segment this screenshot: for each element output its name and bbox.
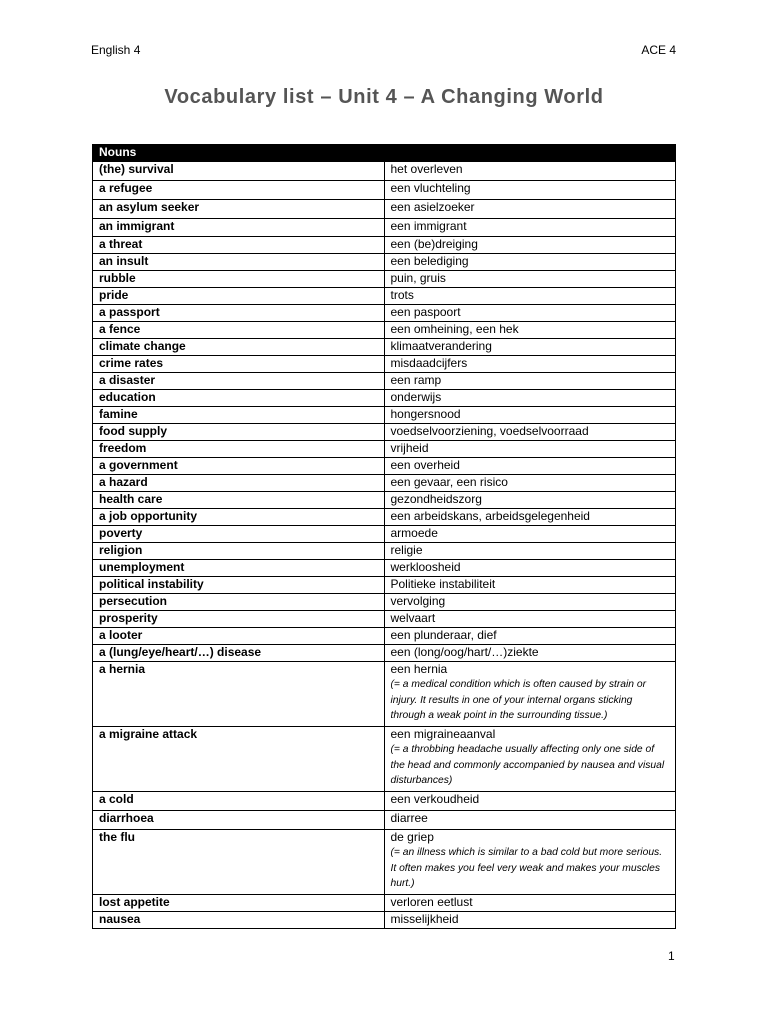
table-row [93,509,676,526]
vocab-term: pride [93,288,385,305]
vocab-translation-cell [384,830,676,895]
vocab-translation-cell [384,200,676,219]
vocab-translation-cell [384,424,676,441]
vocab-translation-cell [384,254,676,271]
vocab-translation: hongersnood [390,407,461,421]
table-row [93,543,676,560]
vocab-translation: Politieke instabiliteit [390,577,496,591]
vocab-term: an immigrant [93,219,385,237]
vocab-term: education [93,390,385,407]
vocab-translation: een vluchteling [390,181,471,195]
table-row [93,895,676,912]
vocab-translation-cell [384,811,676,830]
table-row [93,373,676,390]
page-number: 1 [668,949,675,963]
vocab-term: diarrhoea [93,811,385,830]
vocab-translation-cell [384,611,676,628]
vocab-term: a job opportunity [93,509,385,526]
table-row [93,390,676,407]
vocab-translation: welvaart [390,611,436,625]
vocab-term: a passport [93,305,385,322]
vocab-translation-cell [384,441,676,458]
table-row [93,912,676,929]
vocab-translation: klimaatverandering [390,339,492,353]
vocab-term: political instability [93,577,385,594]
table-row [93,792,676,811]
vocab-translation-cell [384,407,676,424]
vocab-translation-cell [384,458,676,475]
vocab-translation-cell [384,288,676,305]
vocab-translation-cell [384,543,676,560]
vocab-term: a (lung/eye/heart/…) disease [93,645,385,662]
page-title: Vocabulary list – Unit 4 – A Changing World [164,86,604,108]
vocab-translation: een verkoudheid [390,792,480,806]
table-row [93,181,676,200]
vocab-translation-cell [384,912,676,929]
vocab-translation-cell [384,339,676,356]
table-row [93,237,676,254]
vocab-translation-cell [384,509,676,526]
vocab-translation: onderwijs [390,390,442,404]
vocab-term: food supply [93,424,385,441]
vocab-term: famine [93,407,385,424]
vocab-term: prosperity [93,611,385,628]
vocab-translation: een arbeidskans, arbeidsgelegenheid [390,509,590,523]
vocab-translation: vervolging [390,594,446,608]
table-row [93,219,676,237]
vocab-translation: vrijheid [390,441,429,455]
vocab-translation-cell [384,390,676,407]
vocab-term: rubble [93,271,385,288]
table-row [93,288,676,305]
vocab-translation: werkloosheid [390,560,461,574]
vocab-translation-cell [384,577,676,594]
table-row [93,645,676,662]
table-row [93,424,676,441]
vocab-term: freedom [93,441,385,458]
table-row [93,611,676,628]
vocab-translation-cell [384,526,676,543]
vocab-translation: verloren eetlust [390,895,473,909]
vocab-term: a fence [93,322,385,339]
vocab-translation-cell [384,162,676,181]
vocab-translation: een immigrant [390,219,467,233]
vocab-definition-note: (= a throbbing headache usually affecting only one side of the head and commonly accompanied by nausea and visual disturbances) [390,744,665,786]
table-heading: Nouns [93,145,676,162]
vocab-term: an insult [93,254,385,271]
vocab-term: a refugee [93,181,385,200]
vocab-translation-cell [384,792,676,811]
table-row [93,322,676,339]
vocab-term: climate change [93,339,385,356]
vocab-translation-cell [384,237,676,254]
vocab-translation: een (be)dreiging [390,237,478,251]
vocab-translation: misselijkheid [390,912,459,926]
vocab-term: a disaster [93,373,385,390]
table-row [93,526,676,543]
vocab-translation: voedselvoorziening, voedselvoorraad [390,424,589,438]
vocab-translation-cell [384,373,676,390]
vocab-term: a hernia [93,662,385,727]
table-row [93,305,676,322]
vocab-translation-cell [384,727,676,792]
vocab-translation: gezondheidszorg [390,492,482,506]
vocab-translation-cell [384,628,676,645]
vocab-translation-cell [384,560,676,577]
vocab-translation: een gevaar, een risico [390,475,508,489]
table-row [93,200,676,219]
vocab-term: a looter [93,628,385,645]
vocabulary-table [92,144,676,929]
table-row [93,475,676,492]
vocab-translation-cell [384,219,676,237]
vocab-term: persecution [93,594,385,611]
vocab-translation: een paspoort [390,305,461,319]
vocab-term: nausea [93,912,385,929]
table-row [93,560,676,577]
vocab-translation-cell [384,492,676,509]
vocab-translation-cell [384,475,676,492]
vocab-translation: trots [390,288,414,302]
vocab-translation: armoede [390,526,438,540]
vocab-term: (the) survival [93,162,385,181]
vocab-term: a migraine attack [93,727,385,792]
table-row [93,628,676,645]
table-row [93,407,676,424]
vocab-translation: een migraineaanval [390,727,496,741]
vocab-term: unemployment [93,560,385,577]
vocab-translation-cell [384,305,676,322]
vocab-translation-cell [384,645,676,662]
vocab-translation: de griep [390,830,434,844]
vocab-translation: misdaadcijfers [390,356,468,370]
vocab-translation: religie [390,543,423,557]
vocab-term: crime rates [93,356,385,373]
vocab-translation: een ramp [390,373,442,387]
vocab-translation: een asielzoeker [390,200,475,214]
vocab-term: an asylum seeker [93,200,385,219]
header-level: ACE 4 [641,43,676,57]
vocab-term: a cold [93,792,385,811]
vocab-translation: diarree [390,811,428,825]
table-row [93,811,676,830]
vocab-translation-cell [384,271,676,288]
vocab-translation: een belediging [390,254,469,268]
vocab-translation-cell [384,322,676,339]
vocab-term: lost appetite [93,895,385,912]
table-row [93,662,676,727]
vocab-translation-cell [384,895,676,912]
vocab-translation-cell [384,594,676,611]
vocab-term: poverty [93,526,385,543]
vocab-translation-cell [384,356,676,373]
vocab-translation: een omheining, een hek [390,322,519,336]
vocab-translation: het overleven [390,162,463,176]
table-row [93,830,676,895]
vocab-term: the flu [93,830,385,895]
vocab-term: a threat [93,237,385,254]
table-row [93,254,676,271]
vocab-translation: een overheid [390,458,460,472]
table-row [93,162,676,181]
vocab-definition-note: (= a medical condition which is often caused by strain or injury. It results in one of your internal organs sticking through a weak point in the surrounding tissue.) [390,679,647,721]
table-row [93,271,676,288]
vocab-translation: een (long/oog/hart/…)ziekte [390,645,539,659]
table-row [93,577,676,594]
vocab-translation-cell [384,662,676,727]
table-row [93,356,676,373]
vocab-translation: een plunderaar, dief [390,628,497,642]
table-row [93,458,676,475]
header-course: English 4 [91,43,141,57]
table-row [93,492,676,509]
table-heading-row [93,145,676,162]
vocab-translation-cell [384,181,676,200]
vocab-translation: puin, gruis [390,271,446,285]
table-row [93,441,676,458]
table-row [93,727,676,792]
vocab-term: a government [93,458,385,475]
vocab-term: health care [93,492,385,509]
vocab-translation: een hernia [390,662,448,676]
table-row [93,594,676,611]
vocab-term: religion [93,543,385,560]
vocab-definition-note: (= an illness which is similar to a bad cold but more serious. It often makes you feel very weak and makes your muscles hurt.) [390,847,663,889]
vocab-term: a hazard [93,475,385,492]
table-row [93,339,676,356]
